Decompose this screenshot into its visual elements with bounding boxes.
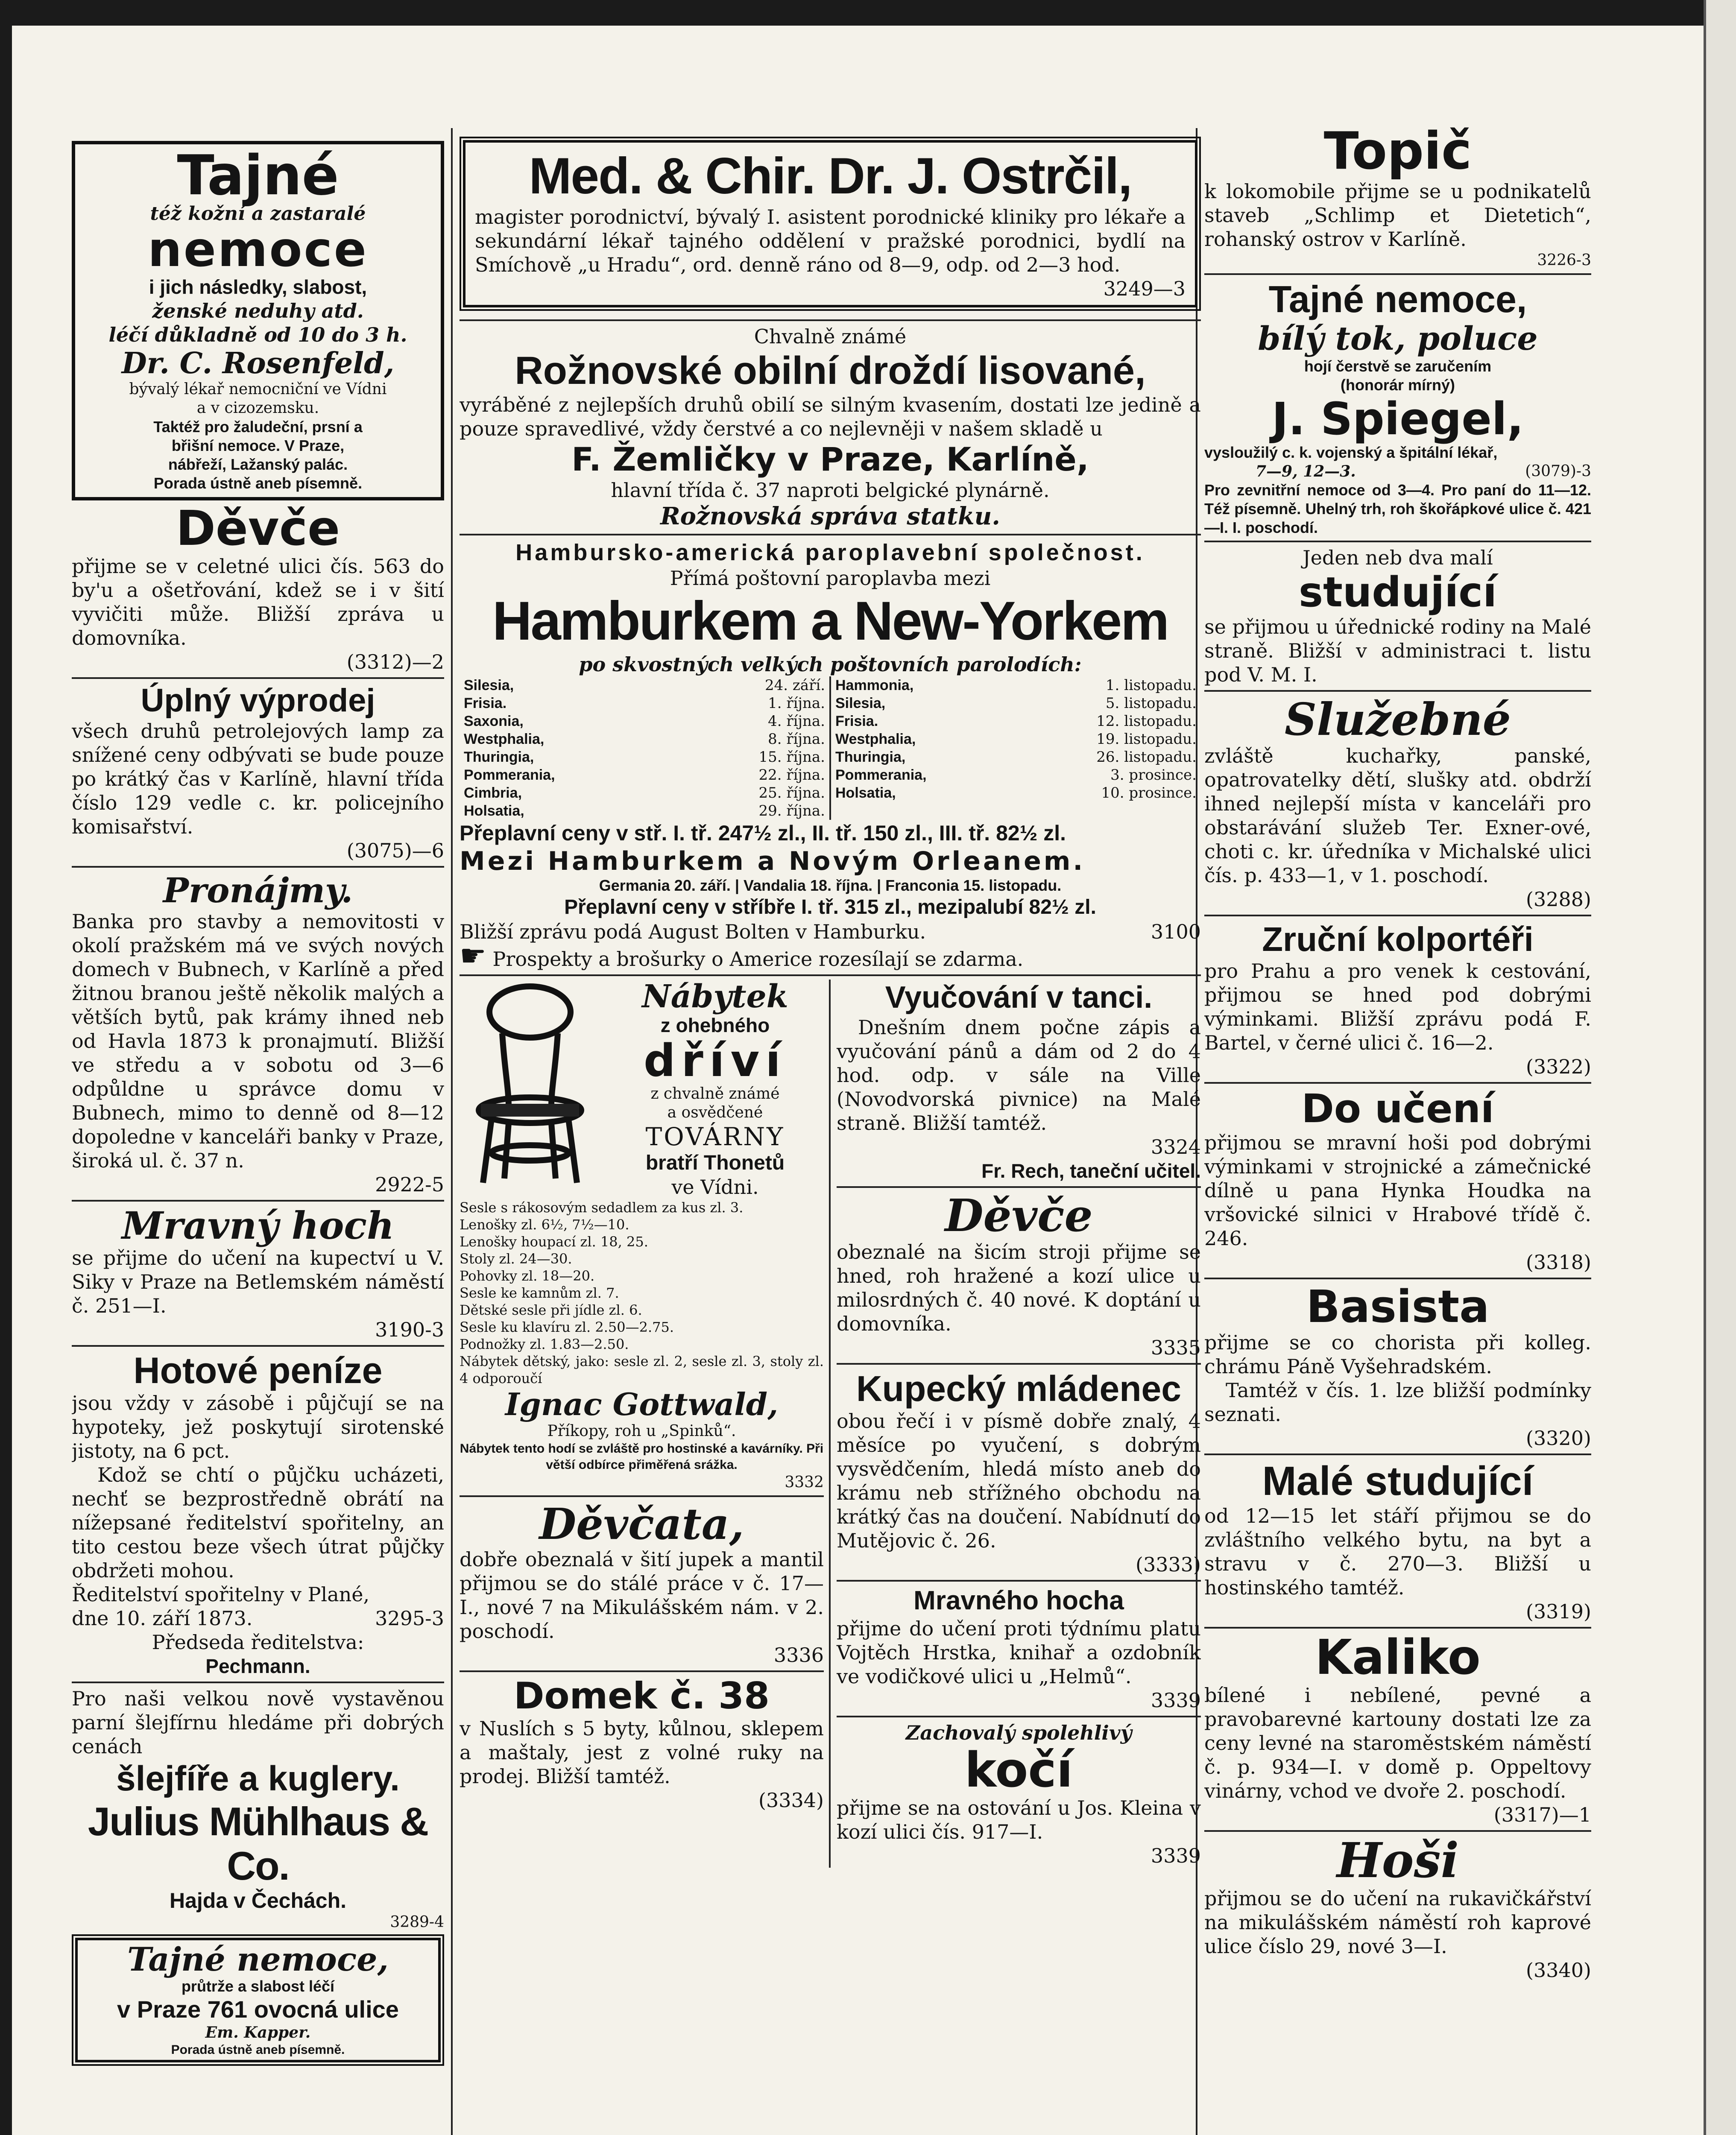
ad-tanec [837,980,1201,1183]
ad-title: Úplný výprodej [141,682,375,719]
ad-separator [72,677,444,679]
price-line: Pohovky zl. 18—20. [460,1268,595,1284]
ship-row: Thuringia, 26. listopadu. [835,749,1197,766]
ad-title: Hambursko-americká paroplavební společnost. [515,540,1145,565]
middle-two-column-block [460,980,1201,1868]
firm-name: F. Žemličky v Praze, Karlíně, [571,440,1089,478]
ad-ref: 3190-3 [375,1318,444,1341]
ad-hours: 7—9, 12—3. [1256,462,1356,480]
ad-ref: (3079)-3 [1525,462,1591,480]
ad-separator [1204,915,1591,916]
ad-ref: (3334) [758,1789,824,1812]
ad-text: obeznalé na šicím stroji přijme se hned, roh hražené a kozí ulice u milosrdných č. 40 nové. K doptání u domovníka. [837,1240,1201,1335]
ad-title: Mravného hocha [913,1586,1124,1615]
ad-title: Mravný hoch [122,1203,394,1248]
ad-info: Bližší zprávu podá August Bolten v Hamburku. [460,920,926,943]
ad-text: pro Prahu a pro venek k cestování, přijmou se hned pod dobrými výminkami. Bližší zprávu podá F. Bartel, v černé ulici č. 16—2. [1204,959,1591,1054]
ad-ref: (3340) [1526,1959,1591,1982]
ad-kaliko [1204,1632,1591,1827]
ad-text: magister porodnictví, bývalý I. asistent porodnické kliniky pro lékaře a sekundární lékař tajného oddělení v pražské porodnici, bydlí na Smíchově „u Hradu“, ord. denně ráno od 8—9, odp. od 2—3 hod. [475,205,1186,276]
price-line: Podnožky zl. 1.83—2.50. [460,1336,629,1352]
ad-line: v Praze 761 ovocná ulice [117,1996,399,2023]
ad-line: Porada ústně aneb písemně. [171,2043,345,2057]
ad-ref: (3312)—2 [346,650,444,673]
ad-separator [837,1363,1201,1365]
ad-line: břišní nemoce. V Praze, [171,437,345,454]
ad-studujici [1204,546,1591,687]
ad-line: TOVÁRNY [645,1122,785,1151]
price-line: Lenošky zl. 6½, 7½—10. [460,1217,629,1233]
ad-ref: 3339 [1151,1844,1201,1867]
ship-row: Holsatia, 29. října. [464,802,825,819]
ad-line: i jich následky, slabost, [149,276,367,298]
ad-line: ženské neduhy atd. [152,299,364,322]
ship-row: Silesia, 24. září. [464,677,825,694]
ad-text: Pro zevnitřní nemoce od 3—4. Pro paní do 11—12. Též písemně. Uhelný trh, roh škořápkové ulice č. 421—I. I. poschodí. [1204,481,1591,536]
ad-title: Tajné nemoce, [127,1940,389,1978]
ad-line: (honorár mírný) [1340,376,1455,394]
ad-hapag [460,539,1201,971]
ad-title: Do učení [1301,1086,1494,1132]
ad-hosi [1204,1835,1591,1982]
ship-row: Cimbria, 25. října. [464,784,825,801]
ad-ref: (3075)—6 [346,839,444,862]
ad-text: Banka pro stavby a nemovitosti v okolí pražském má ve svých nových domech v Bubnech, v Karlíně a před žitnou branou ještě několik malých a větších bytů, pak krámy ihned neb od Havla 1873 k pronajmutí. Bližší ve středu a v sobotu od 3—6 odpůldne u správce domu v Bubnech, mimo to denně od 8—12 dopoledne v kanceláři banky v Praze, široká ul. č. 37 n. [72,910,444,1172]
ad-title: Rožnovské obilní droždí lisované, [515,349,1146,392]
ad-title: Hoši [1336,1833,1459,1889]
ad-separator [72,1682,444,1683]
ad-text: Tamtéž v čís. 1. lze bližší podmínky seznati. [1204,1379,1591,1426]
ad-basista [1204,1283,1591,1450]
ad-separator [837,1186,1201,1188]
doctor-name: Dr. C. Rosenfeld, [121,346,395,380]
column-rule [451,128,453,2135]
fares: Přeplavní ceny v stř. I. tř. 247½ zl., II. tř. 150 zl., III. tř. 82½ zl. [460,821,1066,845]
doctor-name: J. Spiegel, [1271,393,1524,445]
ad-text: dobře obeznalá v šití jupek a mantil přijmou se do stálé práce v č. 17—I., nové 7 na Mikulášském nám. v 2. poschodí. [460,1548,824,1643]
ad-koci [837,1721,1201,1868]
price-line: Stoly zl. 24—30. [460,1251,572,1267]
ad-line: léčí důkladně od 10 do 3 h. [108,323,407,346]
ad-mravneho-hocha [837,1585,1201,1712]
firm-name: Ignac Gottwald, [505,1386,779,1422]
ad-title: Basista [1306,1281,1490,1333]
ad-title: Děvče [945,1189,1093,1242]
route-title: Hamburkem a New-Yorkem [492,591,1168,652]
ad-text: všech druhů petrolejových lamp za snížené ceny odbývati se bude pouze po krátký čas v Karlíně, hlavní třída číslo 129 vedle c. kr. policejního komisařství. [72,719,444,838]
ad-ref: 2922-5 [375,1173,444,1196]
ad-pretitle: Chvalně známé [754,325,907,348]
ad-text: zvláště kuchařky, panské, opatrovatelky dětí, slušky atd. obdrží ihned nejlepší místa v kanceláři pro obstarávání služeb Ter. Exner-ové, choti c. kr. úředníka v Michalské ulici čís. p. 433—1, v 1. poschodí. [1204,744,1591,887]
ad-title: Zruční kolportéři [1262,920,1534,958]
ad-ref: (3288) [1526,888,1591,911]
ad-ref: 3289-4 [390,1913,444,1931]
ad-male-studujici [1204,1459,1591,1623]
ad-separator [460,319,1201,321]
ad-line: z ohebného [660,1014,770,1036]
hours-row [1204,462,1591,481]
ad-kolporteri [1204,920,1591,1079]
ad-devce-celetna [72,503,444,674]
ad-separator [1204,1627,1591,1629]
ad-ref: 3332 [785,1474,824,1491]
ad-line: z chvalně známé [650,1085,780,1103]
scan-right-edge [1704,0,1736,2135]
ad-text: od 12—15 let stáří přijmou se do zvláštního velkého bytu, na byt a stravu v č. 270—3. Bližší u hostinského tamtéž. [1204,1504,1591,1599]
price-line: Dětské sesle při jídle zl. 6. [460,1302,642,1318]
bentwood-chair-icon [462,982,598,1187]
ad-text: Dnešním dnem počne zápis a vyučování pánů a dám od 2 do 4 hod. odp. v sále na Ville (Novodvorská pivnice) na Malé straně. Bližší tamtéž. [837,1016,1201,1135]
ad-separator [460,534,1201,535]
ad-tajne-nemoce-kapper [72,1934,444,2066]
ad-text: přijmou se mravní hoši pod dobrými výminkami v strojnické a zámečnické dílně u pana Hynka Houdka na vršovické silnici v Hrabové třídě č. 246. [1204,1131,1591,1250]
fares-2: Přeplavní ceny v stříbře I. tř. 315 zl., mezipalubí 82½ zl. [564,896,1096,918]
info-row [460,920,1201,944]
ad-subtitle: Přímá poštovní paroplavba mezi [670,567,991,590]
ad-ref: (3319) [1526,1600,1591,1623]
ad-separator [72,1345,444,1347]
ad-title: nemoce [148,222,368,278]
ad-line: Em. Kapper. [205,2024,311,2041]
ad-ref: (3333) [1136,1553,1201,1576]
price-line: Sesle ku klavíru zl. 2.50—2.75. [460,1319,674,1335]
ad-line: bratří Thonetů [645,1152,785,1174]
pointing-hand-icon: ☛ [460,938,486,973]
firm-address: hlavní třída č. 37 naproti belgické plynárně. [611,479,1050,502]
ad-signature: Rožnovská správa statku. [660,502,1000,530]
ad-separator [72,1200,444,1202]
ad-text: přijmou se do učení na rukavičkářství na mikulášském náměstí roh kaprové ulice číslo 29, nové 3—I. [1204,1887,1591,1958]
ship-row: Hammonia, 1. listopadu. [835,677,1197,694]
ad-subtitle: též kožní a zastaralé [150,203,366,225]
ad-signature: Pechmann. [205,1655,310,1677]
ad-muhlhaus [72,1687,444,1932]
ad-title: studující [1298,568,1497,616]
ad-text: Pro naši velkou nově vystavěnou parní šlejfírnu hledáme při dobrých cenách [72,1687,444,1758]
price-line: Sesle s rákosovým sedadlem za kus zl. 3. [460,1199,744,1216]
firm-place: Hajda v Čechách. [169,1889,347,1913]
ship-row: Saxonia, 4. října. [464,713,825,730]
ship-row: Thuringia, 15. října. [464,749,825,766]
ad-line: Taktéž pro žaludeční, prsní a [153,418,363,436]
ad-text: bílené i nebílené, pevné a pravobarevné kartouny dostati lze za ceny levné na staroměstském náměstí č. p. 934—I. v domě p. Oppeltovy vinárny, vchod ve dvoře 2. poschodí. [1204,1684,1591,1802]
ad-signature: Ředitelství spořitelny v Plané, [72,1583,370,1606]
price-line: Lenošky houpací zl. 18, 25. [460,1234,648,1250]
ad-line: ve Vídni. [671,1176,759,1199]
ad-text: se přijme do učení na kupectví u V. Siky v Praze na Betlemském náměstí č. 251—I. [72,1246,444,1317]
ship-row: Holsatia, 10. prosince. [835,784,1197,801]
ad-title: Služebné [1285,693,1511,746]
ad-note: Nábytek tento hodí se zvláště pro hostinské a kavárníky. Při větší odbírce přiměřená srážka. [460,1442,824,1472]
ad-title: Tajné nemoce, [1268,278,1527,320]
ship-schedule [460,676,1201,820]
ad-hotove-penize [72,1350,444,1678]
ad-devce-siti [837,1191,1201,1360]
ad-text: přijme se co chorista při kolleg. chrámu Páně Vyšehradském. [1204,1331,1591,1378]
price-line: Nábytek dětský, jako: sesle zl. 2, sesle zl. 3, stoly zl. 4 odporoučí [460,1353,824,1386]
ad-subtitle: bílý tok, poluce [1258,319,1538,357]
ad-uplny-vyprodej [72,682,444,863]
route-title-2: Mezi Hamburkem a Novým Orleanem. [460,846,1086,876]
ad-line: hojí čerstvě se zaručením [1304,357,1492,375]
ad-line: vysloužilý c. k. vojenský a špitální lékař, [1204,444,1498,461]
ad-line: Porada ústně aneb písemně. [153,474,363,492]
ad-text: se přijmou u úřednické rodiny na Malé straně. Bližší v administraci t. listu pod V. M. I. [1204,615,1591,686]
ad-separator [837,1580,1201,1582]
prospect-row [460,938,1201,973]
ad-text: vyráběné z nejlepších druhů obilí se silným kvasením, dostati lze jedině a pouze spravedlivé, vždy čerstvé a co nejlevněji v našem skladě u [460,393,1201,440]
ad-ref: 3336 [773,1644,824,1667]
ship-row: Westphalia, 8. října. [464,731,825,748]
ship-row: Silesia, 5. listopadu. [835,695,1197,712]
ad-title: Domek č. 38 [514,1675,770,1717]
ad-title: Kaliko [1315,1630,1481,1685]
ad-line: průtrže a slabost léčí [181,1977,335,1995]
ad-title: Tajné [177,144,339,208]
ad-title: Vyučování v tanci. [885,980,1153,1015]
ad-line: dříví [644,1035,787,1087]
ad-line: nábřeží, Lažanský palác. [168,456,348,473]
ad-ref: (3320) [1526,1427,1591,1450]
ad-title: Kupecký mládenec [856,1369,1181,1409]
ad-line: po skvostných velkých poštovních parolodích: [579,653,1082,676]
ad-ref: 3324 [1151,1135,1201,1158]
ad-title: Topič [1323,124,1472,181]
ad-ostrcil [460,137,1201,311]
ad-line: a v cizozemsku. [196,399,319,417]
firm-name: Julius Mühlhaus & Co. [88,1799,428,1888]
ad-separator [460,1670,824,1672]
ad-line: bývalý lékař nemocniční ve Vídni [129,380,387,398]
right-column [1204,124,1591,2135]
ad-separator [837,1716,1201,1717]
ad-info: Prospekty a brošurky o Americe rozesílají se zdarma. [492,948,1024,971]
left-column [72,124,444,2135]
middle-column [460,124,1201,2135]
scan-top-edge [0,0,1736,26]
ad-title: Hotové peníze [133,1350,383,1391]
ad-separator [460,1495,824,1497]
ad-ref: (3317)—1 [1493,1803,1591,1826]
ad-separator [1204,1454,1591,1455]
ad-text: v Nuslích s 5 byty, kůlnou, sklepem a maštaly, jest z volné ruky na prodej. Bližší tamtéž. [460,1717,824,1788]
ship-row: Pommerania, 22. října. [464,766,825,784]
ad-topic [1204,124,1591,270]
ad-domek [460,1676,824,1812]
ad-date-row [72,1606,444,1630]
ship-schedule-right [829,676,1201,820]
ship-row: Westphalia, 19. listopadu. [835,731,1197,748]
ad-ref: 3226-3 [1537,252,1591,269]
ad-do-uceni [1204,1087,1591,1274]
ad-ref: 3100 [1151,920,1201,943]
ad-title: Nábytek [642,978,788,1015]
ad-signature: Předseda ředitelstva: [152,1631,364,1654]
ad-ref: 3335 [1151,1336,1201,1359]
route-ships: Germania 20. září. | Vandalia 18. října. | Franconia 15. listopadu. [599,877,1062,894]
ad-separator [1204,1830,1591,1832]
ad-title: Pronájmy. [163,870,353,910]
ad-title: Malé studující [1262,1458,1534,1504]
ad-title: Med. & Chir. Dr. J. Ostrčil, [529,147,1132,205]
ad-separator [1204,1082,1591,1084]
ad-title: kočí [964,1743,1073,1798]
ad-text: jsou vždy v zásobě i půjčují se na hypoteky, jež poskytují sirotenské jistoty, na 6 pct. [72,1392,444,1462]
ad-text: přijme do učení proti týdnímu platu Vojtěch Hrstka, knihař a ozdobník ve vodičkové ulici u „Helmů“. [837,1617,1201,1688]
ad-pretitle: Jeden neb dva malí [1303,546,1493,569]
ad-ref: (3322) [1526,1055,1591,1078]
ship-row: Pommerania, 3. prosince. [835,766,1197,784]
ship-row: Frisia. 12. listopadu. [835,713,1197,730]
ad-separator [72,866,444,868]
ad-signature: Fr. Rech, taneční učitel. [981,1160,1201,1182]
ad-sluzebne [1204,695,1591,911]
ad-separator [1204,541,1591,542]
ad-date: dne 10. září 1873. [72,1607,253,1630]
ad-ref: 3295-3 [375,1607,444,1630]
middle-right-subcolumn [837,980,1201,1868]
ad-devcata [460,1500,824,1667]
ad-pronajmy [72,871,444,1196]
firm-address: Příkopy, roh u „Spinků“. [547,1422,736,1440]
ad-text: Kdož se chtí o půjčku ucházeti, nechť se bezprostředně obrátí na nížepsané ředitelství spořitelny, an tito cestou beze všech útrat půjčky obdržeti mohou. [72,1463,444,1582]
ad-separator [1204,273,1591,275]
ad-thonet [460,980,831,1868]
ad-title: Děvčata, [539,1499,744,1549]
ship-schedule-left [460,676,829,820]
ad-line: a osvědčené [667,1104,763,1121]
ad-spiegel [1204,278,1591,537]
ad-text: obou řečí i v písmě dobře znalý, 4 měsíce po vyučení, s dobrým vysvědčením, hledá místo aneb do krámu neb střížného obchodu na krátký čas na doučení. Nabídnutí do Mutějovic č. 26. [837,1410,1201,1552]
ad-text: přijme se na ostování u Jos. Kleina v kozí ulici čís. 917—I. [837,1796,1201,1843]
ad-separator [1204,690,1591,692]
scan-left-edge [0,0,12,2135]
ship-row: Frisia. 1. října. [464,695,825,712]
ad-drozdi [460,325,1201,530]
ad-tajne-nemoce-rosenfeld [72,141,444,500]
ad-ref: (3318) [1526,1251,1591,1274]
ad-title: Děvče [176,501,340,556]
ad-ref: 3249—3 [1103,277,1186,300]
ad-pretitle: Zachovalý spolehlivý [905,1721,1132,1744]
ad-kupecky-mladenec [837,1368,1201,1576]
price-list [460,1199,824,1387]
ad-ref: 3339 [1151,1689,1201,1712]
ad-separator [1204,1278,1591,1279]
ad-title: šlejfíře a kuglery. [116,1759,400,1798]
ad-text: přijme se v celetné ulici čís. 563 do by'u a ošetřování, kdež se i v šití vyvičiti může. Bližší zpráva u domovníka. [72,555,444,649]
ad-mravny-hoch [72,1205,444,1342]
ad-text: k lokomobile přijme se u podnikatelů staveb „Schlimp et Dietetich“, rohanský ostrov v Karlíně. [1204,180,1591,251]
ad-separator [460,974,1201,976]
price-line: Sesle ke kamnům zl. 7. [460,1285,619,1301]
